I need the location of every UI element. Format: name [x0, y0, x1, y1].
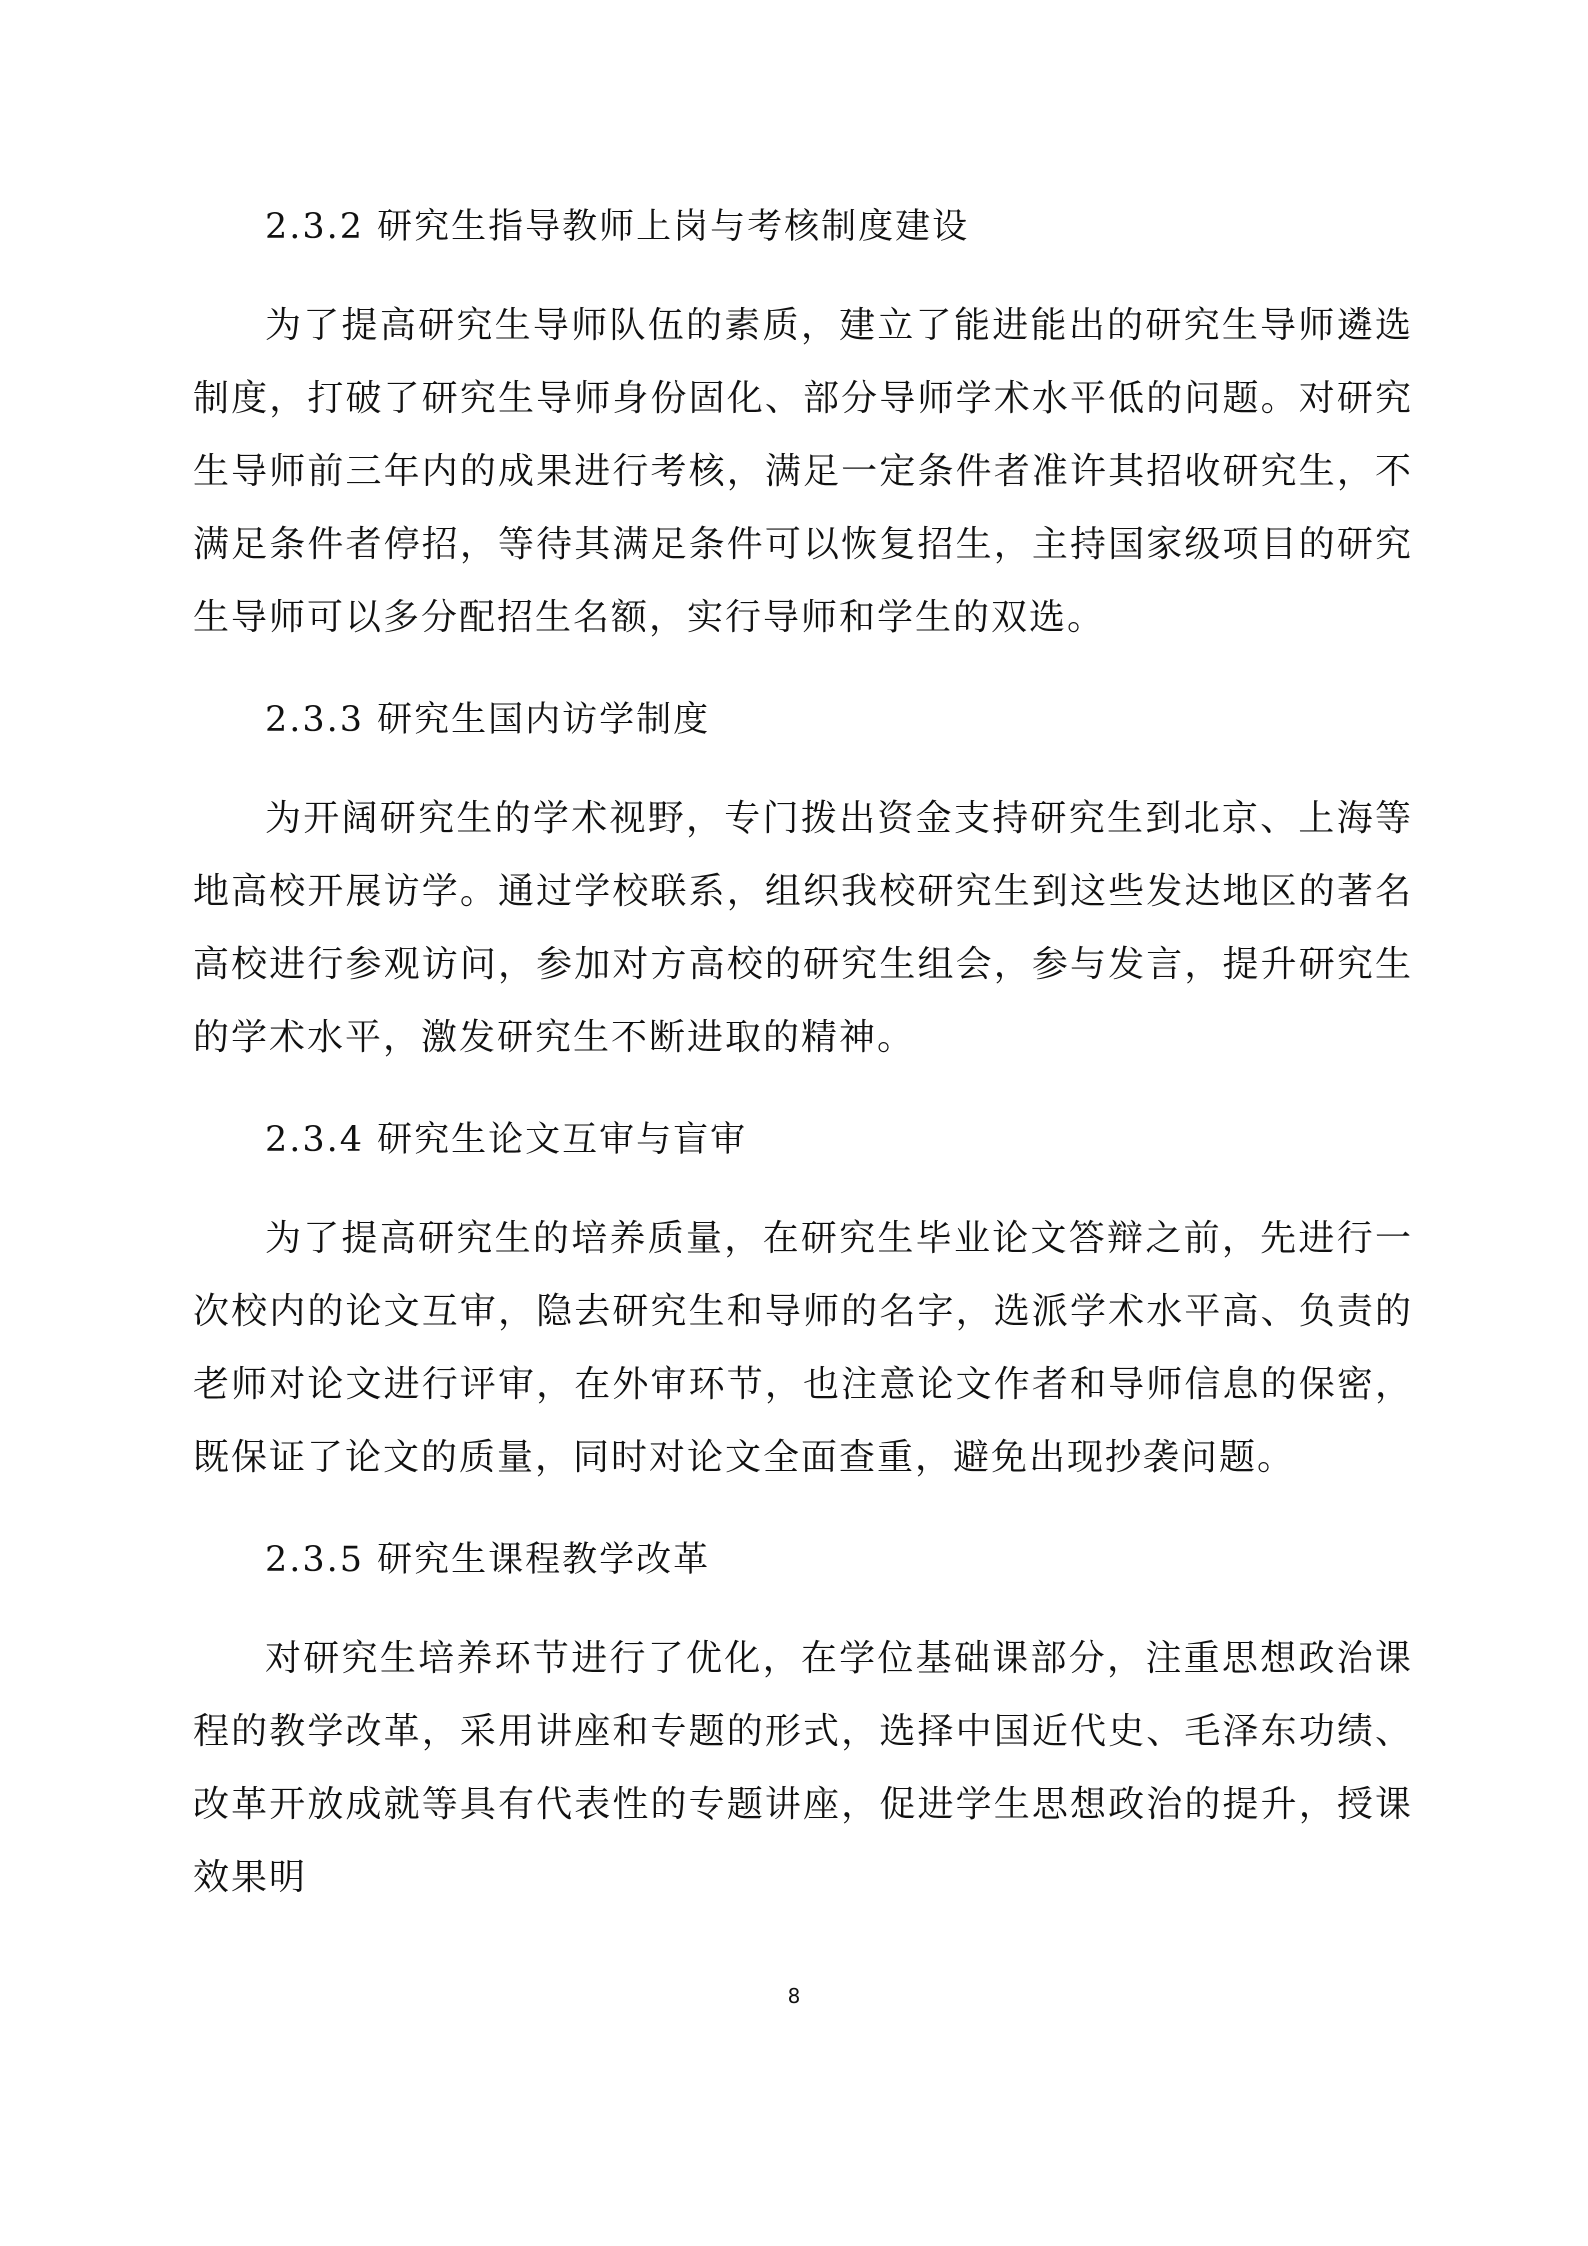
page-content — [193, 205, 1413, 1914]
section-paragraph: 为了提高研究生导师队伍的素质，建立了能进能出的研究生导师遴选制度，打破了研究生导师身份固化、部分导师学术水平低的问题。对研究生导师前三年内的成果进行考核，满足一定条件者准许其招收研究生，不满足条件者停招，等待其满足条件可以恢复招生，主持国家级项目的研究生导师可以多分配招生名额，实行导师和学生的双选。 — [193, 305, 1413, 638]
section-paragraph: 对研究生培养环节进行了优化，在学位基础课部分，注重思想政治课程的教学改革，采用讲座和专题的形式，选择中国近代史、毛泽东功绩、改革开放成就等具有代表性的专题讲座，促进学生思想政治的提升，授课效果明 — [193, 1638, 1413, 1898]
section-heading: 2.3.5 研究生课程教学改革 — [265, 1540, 711, 1580]
section-heading: 2.3.3 研究生国内访学制度 — [265, 700, 711, 740]
section-heading: 2.3.4 研究生论文互审与盲审 — [265, 1120, 748, 1160]
page-number: 8 — [787, 1984, 801, 2008]
section-paragraph: 为开阔研究生的学术视野，专门拨出资金支持研究生到北京、上海等地高校开展访学。通过学校联系，组织我校研究生到这些发达地区的著名高校进行参观访问，参加对方高校的研究生组会，参与发言，提升研究生的学术水平，激发研究生不断进取的精神。 — [193, 798, 1413, 1058]
section-2-3-3 — [193, 698, 1413, 1074]
section-2-3-4 — [193, 1118, 1413, 1494]
section-heading: 2.3.2 研究生指导教师上岗与考核制度建设 — [265, 207, 970, 247]
section-paragraph: 为了提高研究生的培养质量，在研究生毕业论文答辩之前，先进行一次校内的论文互审，隐去研究生和导师的名字，选派学术水平高、负责的老师对论文进行评审，在外审环节，也注意论文作者和导师信息的保密，既保证了论文的质量，同时对论文全面查重，避免出现抄袭问题。 — [193, 1218, 1413, 1478]
section-2-3-5 — [193, 1538, 1413, 1914]
section-2-3-2 — [193, 205, 1413, 654]
